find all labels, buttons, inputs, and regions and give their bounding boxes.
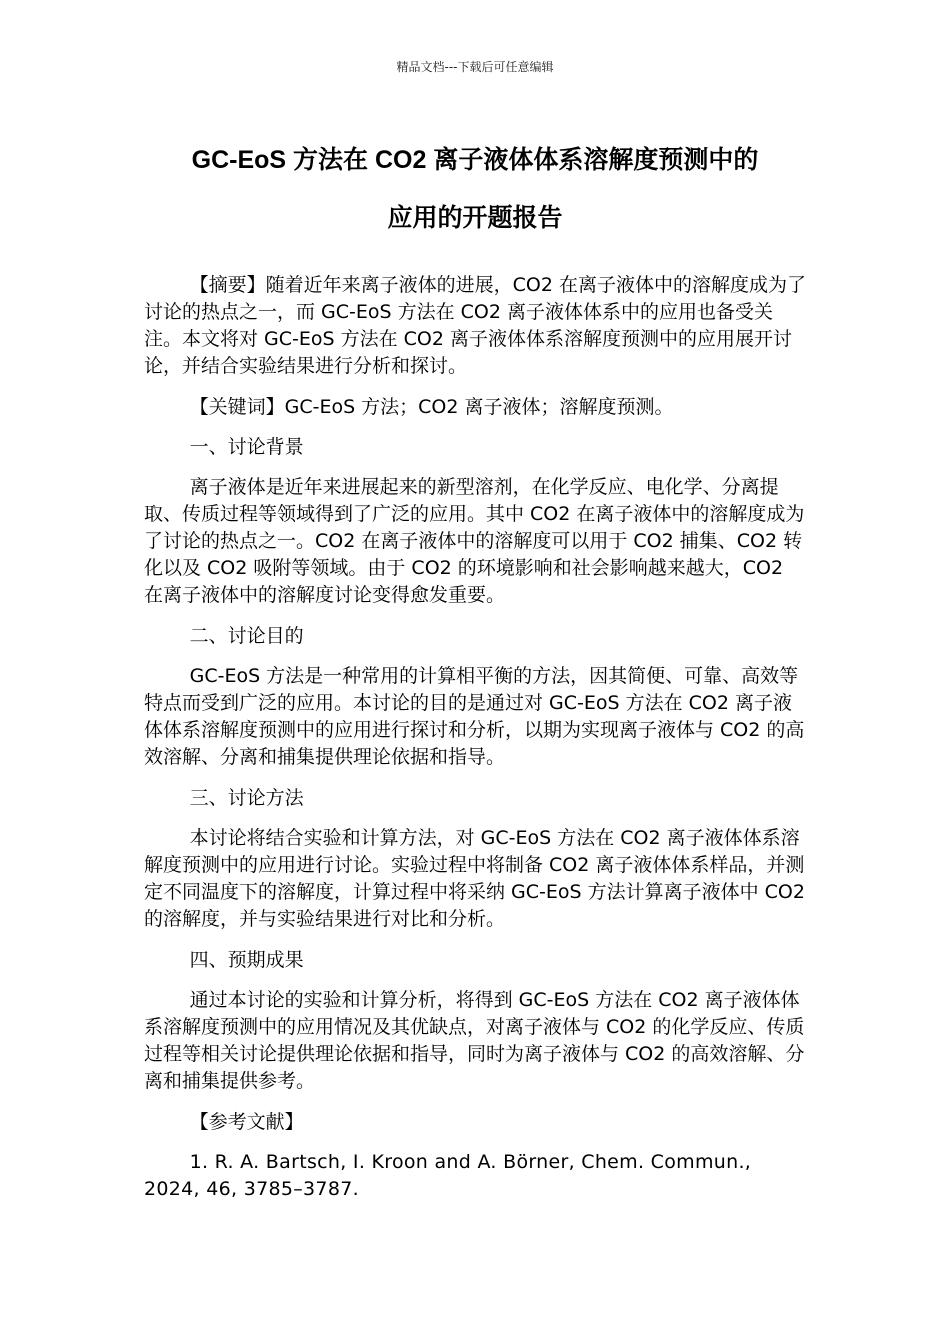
section-heading-method: 三、讨论方法	[189, 787, 304, 809]
document-title-line-1: GC-EoS 方法在 CO2 离子液体体系溶解度预测中的	[191, 146, 759, 174]
section-heading-background: 一、讨论背景	[189, 436, 304, 458]
page-header-note: 精品文档---下载后可任意编辑	[396, 60, 554, 74]
section-body-expected-results: 通过本讨论的实验和计算分析，将得到 GC-EoS 方法在 CO2 离子液体体系溶解度预测中的应用情况及其优缺点，对离子液体与 CO2 的化学反应、传质过程等相关讨论提供理论依据和指导，同时为离子液体与 CO2 的高效溶解、分离和捕集提供参考。	[144, 989, 805, 1092]
section-heading-expected-results: 四、预期成果	[189, 949, 304, 971]
references-heading: 【参考文献】	[189, 1111, 304, 1133]
abstract-paragraph: 【摘要】随着近年来离子液体的进展，CO2 在离子液体中的溶解度成为了讨论的热点之一，而 GC-EoS 方法在 CO2 离子液体体系中的应用也备受关注。本文将对 GC-EoS 方法在 CO2 离子液体体系溶解度预测中的应用展开讨论，并结合实验结果进行分析和探讨。	[144, 274, 806, 377]
section-body-purpose: GC-EoS 方法是一种常用的计算相平衡的方法，因其简便、可靠、高效等特点而受到广泛的应用。本讨论的目的是通过对 GC-EoS 方法在 CO2 离子液体体系溶解度预测中的应用进行探讨和分析，以期为实现离子液体与 CO2 的高效溶解、分离和捕集提供理论依据和指导。	[144, 665, 805, 768]
document-title-line-2: 应用的开题报告	[387, 204, 563, 232]
section-body-method: 本讨论将结合实验和计算方法，对 GC-EoS 方法在 CO2 离子液体体系溶解度预测中的应用进行讨论。实验过程中将制备 CO2 离子液体体系样品，并测定不同温度下的溶解度，计算过程中将采纳 GC-EoS 方法计算离子液体中 CO2 的溶解度，并与实验结果进行对比和分析。	[144, 827, 805, 930]
document-body	[144, 272, 808, 1217]
keywords-line: 【关键词】GC-EoS 方法；CO2 离子液体；溶解度预测。	[189, 396, 674, 418]
section-body-background: 离子液体是近年来进展起来的新型溶剂，在化学反应、电化学、分离提取、传质过程等领域得到了广泛的应用。其中 CO2 在离子液体中的溶解度成为了讨论的热点之一。CO2 在离子液体中的溶解度可以用于 CO2 捕集、CO2 转化以及 CO2 吸附等领域。由于 CO2 的环境影响和社会影响越来越大，CO2 在离子液体中的溶解度讨论变得愈发重要。	[144, 476, 805, 606]
section-heading-purpose: 二、讨论目的	[189, 625, 304, 647]
reference-item: 1. R. A. Bartsch, I. Kroon and A. Börner, Chem. Commun., 2024, 46, 3785–3787.	[144, 1151, 752, 1200]
